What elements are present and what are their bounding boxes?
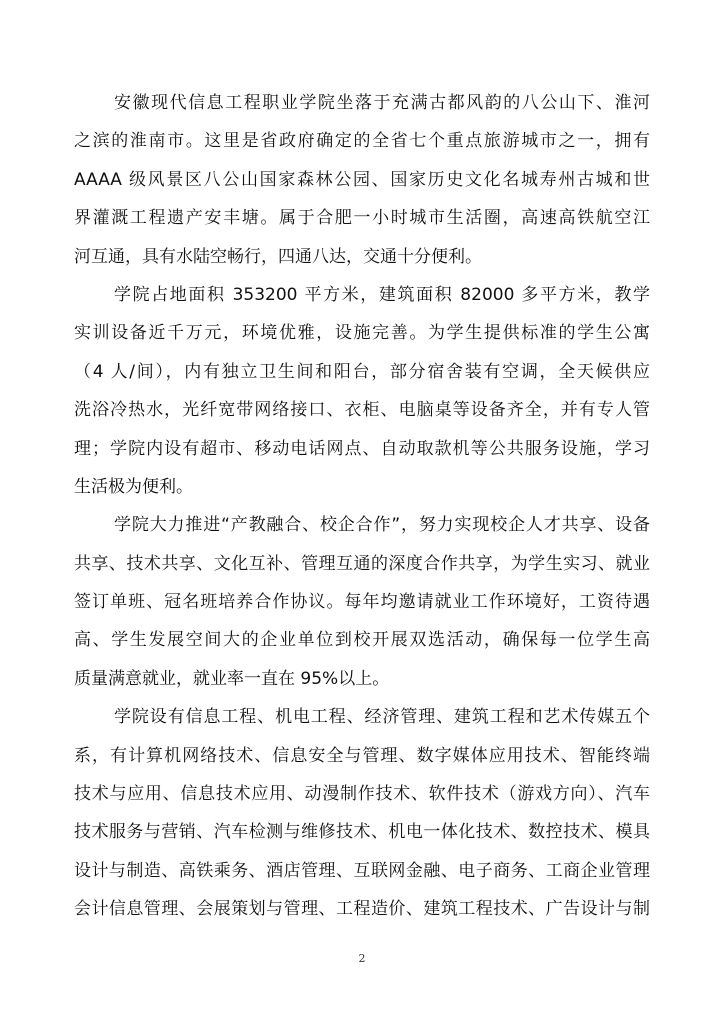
text-line: 技术服务与营销、汽车检测与维修技术、机电一体化技术、数控技术、模具 bbox=[74, 822, 650, 843]
text-line: 河互通，具有水陆空畅行，四通八达，交通十分便利。 bbox=[74, 246, 482, 267]
text-line: 学院占地面积 353200 平方米，建筑面积 82000 多平方米，教学 bbox=[114, 284, 650, 305]
text-line: 界灌溉工程遗产安丰塘。属于合肥一小时城市生活圈，高速高铁航空江 bbox=[74, 208, 650, 229]
text-line: 会计信息管理、会展策划与管理、工程造价、建筑工程技术、广告设计与制 bbox=[74, 899, 650, 920]
text-line: 学院大力推进“产教融合、校企合作”，努力实现校企人才共享、设备 bbox=[114, 515, 650, 536]
text-line: 生活极为便利。 bbox=[74, 476, 193, 497]
text-line: 实训设备近千万元，环境优雅，设施完善。为学生提供标准的学生公寓 bbox=[74, 323, 650, 344]
text-line: 理；学院内设有超市、移动电话网点、自动取款机等公共服务设施，学习 bbox=[74, 438, 650, 459]
text-line: AAAA 级风景区八公山国家森林公园、国家历史文化名城寿州古城和世 bbox=[74, 169, 650, 190]
text-line: 系，有计算机网络技术、信息安全与管理、数字媒体应用技术、智能终端 bbox=[74, 745, 650, 766]
text-line: 安徽现代信息工程职业学院坐落于充满古都风韵的八公山下、淮河 bbox=[114, 93, 650, 113]
text-line: 高、学生发展空间大的企业单位到校开展双选活动，确保每一位学生高 bbox=[74, 630, 650, 651]
text-line: 洗浴冷热水，光纤宽带网络接口、衣柜、电脑桌等设备齐全，并有专人管 bbox=[74, 400, 650, 421]
text-line: 质量满意就业，就业率一直在 95%以上。 bbox=[74, 668, 390, 689]
text-line: 之滨的淮南市。这里是省政府确定的全省七个重点旅游城市之一，拥有 bbox=[74, 131, 650, 152]
page-number: 2 bbox=[358, 952, 366, 965]
text-line: （4 人/间），内有独立卫生间和阳台，部分宿舍装有空调，全天候供应 bbox=[74, 361, 650, 382]
text-line: 签订单班、冠名班培养合作协议。每年均邀请就业工作环境好，工资待遇 bbox=[74, 592, 650, 613]
text-line: 设计与制造、高铁乘务、酒店管理、互联网金融、电子商务、工商企业管理 bbox=[74, 860, 650, 881]
document-body bbox=[74, 84, 650, 929]
text-line: 学院设有信息工程、机电工程、经济管理、建筑工程和艺术传媒五个 bbox=[114, 707, 650, 728]
text-line: 共享、技术共享、文化互补、管理互通的深度合作共享，为学生实习、就业 bbox=[74, 553, 650, 574]
text-line: 技术与应用、信息技术应用、动漫制作技术、软件技术（游戏方向）、汽车 bbox=[74, 784, 650, 805]
